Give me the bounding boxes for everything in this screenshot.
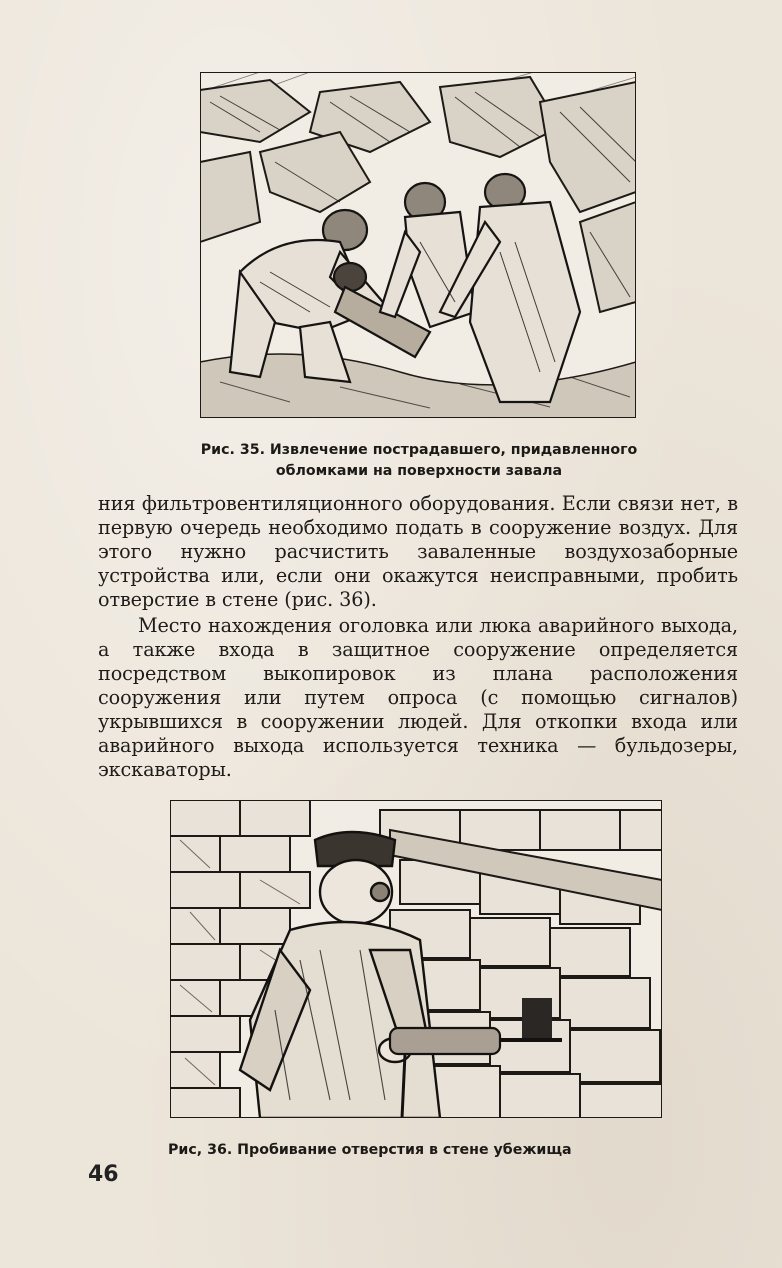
figure-35-label: Рис. 35. xyxy=(200,442,265,458)
figure-36-caption-text: Пробивание отверстия в стене убежища xyxy=(237,1142,572,1158)
figure-35-illustration xyxy=(200,72,636,418)
figure-35-caption-text: Извлечение пострадавшего, придавленного обломками на поверхности завала xyxy=(269,442,638,479)
body-text xyxy=(98,492,738,782)
paragraph-1: ния фильтровентиляционного оборудования. Если связи нет, в первую очередь необходимо подать в сооружение воздух. Для этого нужно расчистить заваленные воздухозаборные устройства или, если они окажутся неисправными, пробить отверстие в стене (рис. 36). xyxy=(98,492,738,611)
wall-drilling-drawing xyxy=(170,800,662,1118)
page-number: 46 xyxy=(88,1162,119,1187)
paragraph-2: Место нахождения оголовка или люка аварийного выхода, а также входа в защитное сооружение определяется посредством выкопировок из плана расположения сооружения или путем опроса (с помощью сигналов) укрывшихся в сооружении людей. Для откопки входа или аварийного выхода используется техника — бульдозеры, экскаваторы. xyxy=(98,614,738,781)
figure-36-illustration xyxy=(170,800,662,1118)
figure-35-caption xyxy=(196,440,642,482)
rubble-rescue-drawing xyxy=(200,72,636,418)
figure-36-caption xyxy=(168,1140,668,1160)
figure-36-label: Рис, 36. xyxy=(168,1142,233,1158)
